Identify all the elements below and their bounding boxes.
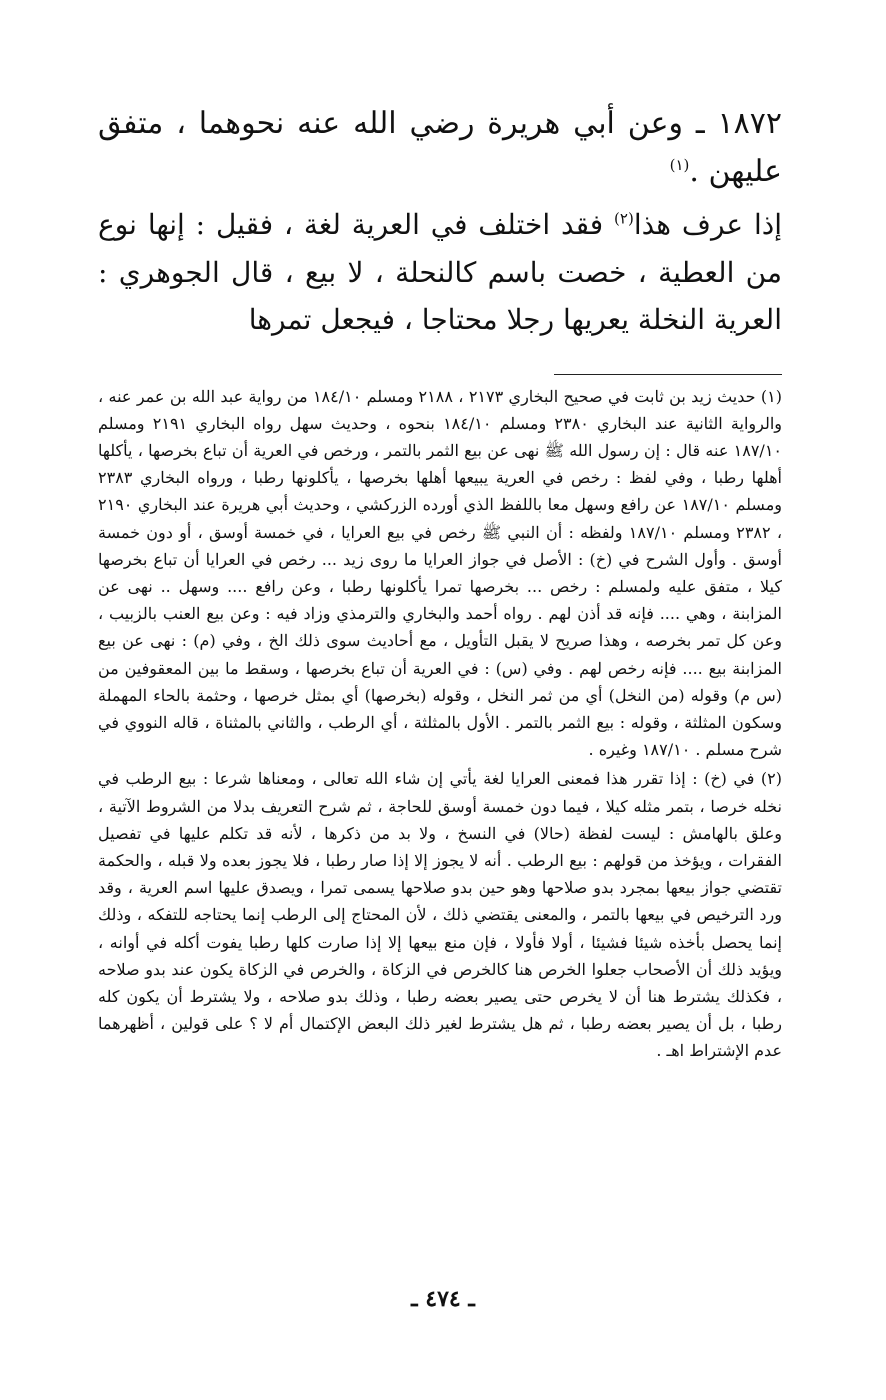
footnote-marker-2: (٢) bbox=[614, 209, 634, 228]
hadith-line bbox=[98, 100, 782, 195]
commentary-text-start: إذا عرف هذا bbox=[633, 208, 782, 241]
commentary-paragraph bbox=[98, 201, 782, 344]
footnotes bbox=[98, 383, 782, 1065]
page-number: ـ ٤٧٤ ـ bbox=[411, 1286, 475, 1312]
commentary-text-rest: فقد اختلف في العرية لغة ، فقيل : إنها نوع من العطية ، خصت باسم كالنحلة ، لا بيع ، قال الجوهري : العرية النخلة يعريها رجلا محتاجا ، فيجعل تمرها bbox=[98, 208, 782, 336]
footnote-2: (٢) في (خ) : إذا تقرر هذا فمعنى العرايا لغة يأتي إن شاء الله تعالى ، ومعناها شرعا : بيع الرطب في نخله خرصا ، بتمر مثله كيلا ، فيما دون خمسة أوسق للحاجة ، ثم شرح التعريف بدلا من الشروط الآتية ، وعلق بالهامش : ليست لفظة (حالا) في النسخ ، ولا بد من ذكرها ، لأنه قد تكلم عليها في تفصيل الفقرات ، ويؤخذ من قولهم : بيع الرطب . أنه لا يجوز إلا إذا صار رطبا ، فلا يجوز بعده ولا قبله ، والحكمة تقتضي جواز بيعها بمجرد بدو صلاحها وهو حين بدو صلاحها يسمى تمرا ، ويصدق عليها اسم العرية ، وقد ورد الترخيص في بيعها بالتمر ، والمعنى يقتضي ذلك ، لأن المحتاج إلى الرطب إنما يحتاجه للتفكه ، وذلك إنما يحصل بأخذه شيئا فشيئا ، أولا فأولا ، فإن منع بيعها إلا إذا صارت كلها رطبا يفوت أكله في أوانه ، ويؤيد ذلك أن الأصحاب جعلوا الخرص هنا كالخرص في الزكاة ، والخرص في الزكاة يكون عند بدو صلاحه ، فكذلك يشترط هنا أن لا يخرص حتى يصير بعضه رطبا ، وذلك بدو صلاحه ، ولا يشترط أن يكون كله رطبا ، بل أن يصير بعضه رطبا ، ثم هل يشترط لغير ذلك البعض الإكتمال أم لا ؟ على قولين ، أظهرهما عدم الإشتراط اهـ . bbox=[98, 769, 783, 1061]
footnote-divider bbox=[554, 374, 782, 375]
main-text bbox=[98, 100, 782, 344]
footnote-1: (١) حديث زيد بن ثابت في صحيح البخاري ٢١٧٣ ، ٢١٨٨ ومسلم ١٨٤/١٠ من رواية عبد الله بن عمر عنه ، والرواية الثانية عند البخاري ٢٣٨٠ ومسلم ١٨٤/١٠ بنحوه ، وحديث سهل رواه البخاري ٢١٩١ ومسلم ١٨٧/١٠ عنه قال : إن رسول الله ﷺ نهى عن بيع الثمر بالتمر ، ورخص في العرية أن تباع بخرصها ، يأكلها أهلها رطبا ، وفي لفظ : رخص في العرية يبيعها أهلها بخرصها ، يأكلونها رطبا ، ورواه البخاري ٢٣٨٣ ومسلم ١٨٧/١٠ عن رافع وسهل معا باللفظ الذي أورده الزركشي ، وحديث أبي هريرة عند البخاري ٢١٩٠ ، ٢٣٨٢ ومسلم ١٨٧/١٠ ولفظه : أن النبي ﷺ رخص في بيع العرايا ، في خمسة أوسق ، أو دون خمسة أوسق . وأول الشرح في (خ) : الأصل في جواز العرايا ما روى زيد ... رخص في العرايا أن تباع بخرصها كيلا ، متفق عليه ولمسلم : رخص ... بخرصها تمرا يأكلونها رطبا ، وعن رافع .... وسهل .. نهى عن المزابنة ، وهي .... فإنه قد أذن لهم . رواه أحمد والبخاري والترمذي وزاد فيه : وعن بيع العنب بالزبيب ، وعن كل تمر بخرصه ، وهذا صريح لا يقبل التأويل ، مع أحاديث سوى ذلك الخ ، وفي (م) : نهى عن بيع المزابنة بيع .... فإنه رخص لهم . وفي (س) : في العرية أن تباع بخرصها ، وسقط ما بين المعقوفين من (س م) وقوله (من النخل) أي من ثمر النخل ، وقوله (بخرصها) أي بمثل خرصها ، وحثمة بالحاء المهملة وسكون المثلثة ، وقوله : بيع الثمر بالتمر . الأول بالمثلثة ، أي الرطب ، والثاني بالمثناة ، قاله النووي في شرح مسلم . ١٨٧/١٠ وغيره . bbox=[98, 386, 783, 760]
footnote-marker-1: (١) bbox=[669, 155, 690, 174]
hadith-text: ١٨٧٢ ـ وعن أبي هريرة رضي الله عنه نحوهما ، متفق عليهن . bbox=[98, 106, 782, 189]
